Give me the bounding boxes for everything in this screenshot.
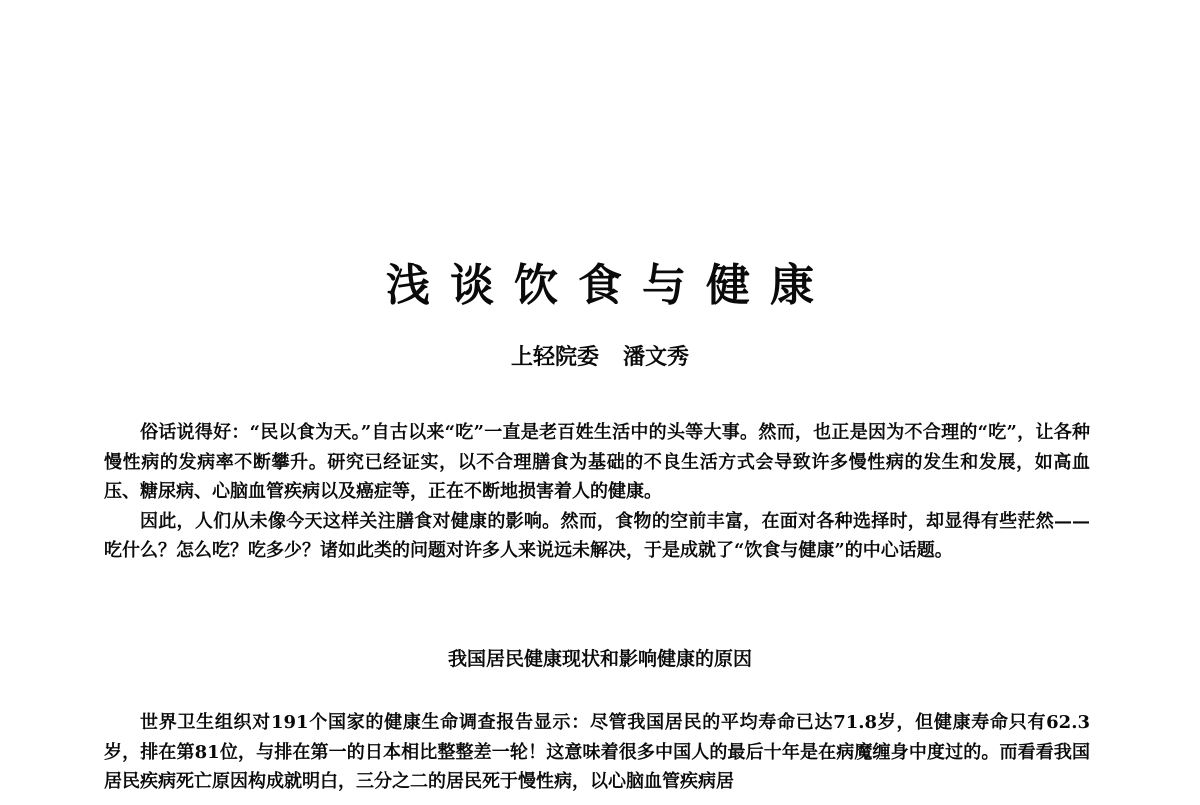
section-text bbox=[104, 708, 1090, 797]
paragraph-1: 俗话说得好：“民以食为天。”自古以来“吃”一直是老百姓生活中的头等大事。然而，也正是因为不合理的“吃”，让各种慢性病的发病率不断攀升。研究已经证实，以不合理膳食为基础的不良生活方式会导致许多慢性病的发生和发展，如高血压、糖尿病、心脑血管疾病以及癌症等，正在不断地损害着人的健康。 bbox=[104, 422, 1090, 502]
section-heading: 我国居民健康现状和影响健康的原因 bbox=[447, 648, 752, 670]
intro-text bbox=[104, 418, 1090, 566]
article-title: 浅谈饮食与健康 bbox=[386, 260, 834, 311]
byline bbox=[0, 342, 1200, 372]
author-affiliation: 上轻院委 bbox=[510, 344, 599, 370]
section-paragraph-1: 世界卫生组织对191个国家的健康生命调查报告显示：尽管我国居民的平均寿命已达71.8岁，但健康寿命只有62.3岁，排在第81位，与排在第一的日本相比整整差一轮！这意味着很多中国人的最后十年是在病魔缠身中度过的。而看看我国居民疾病死亡原因构成就明白，三分之二的居民死于慢性病，以心脑血管疾病居 bbox=[104, 712, 1090, 792]
paragraph-2: 因此，人们从未像今天这样关注膳食对健康的影响。然而，食物的空前丰富，在面对各种选择时，却显得有些茫然——吃什么？怎么吃？吃多少？诸如此类的问题对许多人来说远未解决，于是成就了“饮食与健康”的中心话题。 bbox=[104, 510, 1090, 561]
author-name: 潘文秀 bbox=[623, 344, 690, 370]
